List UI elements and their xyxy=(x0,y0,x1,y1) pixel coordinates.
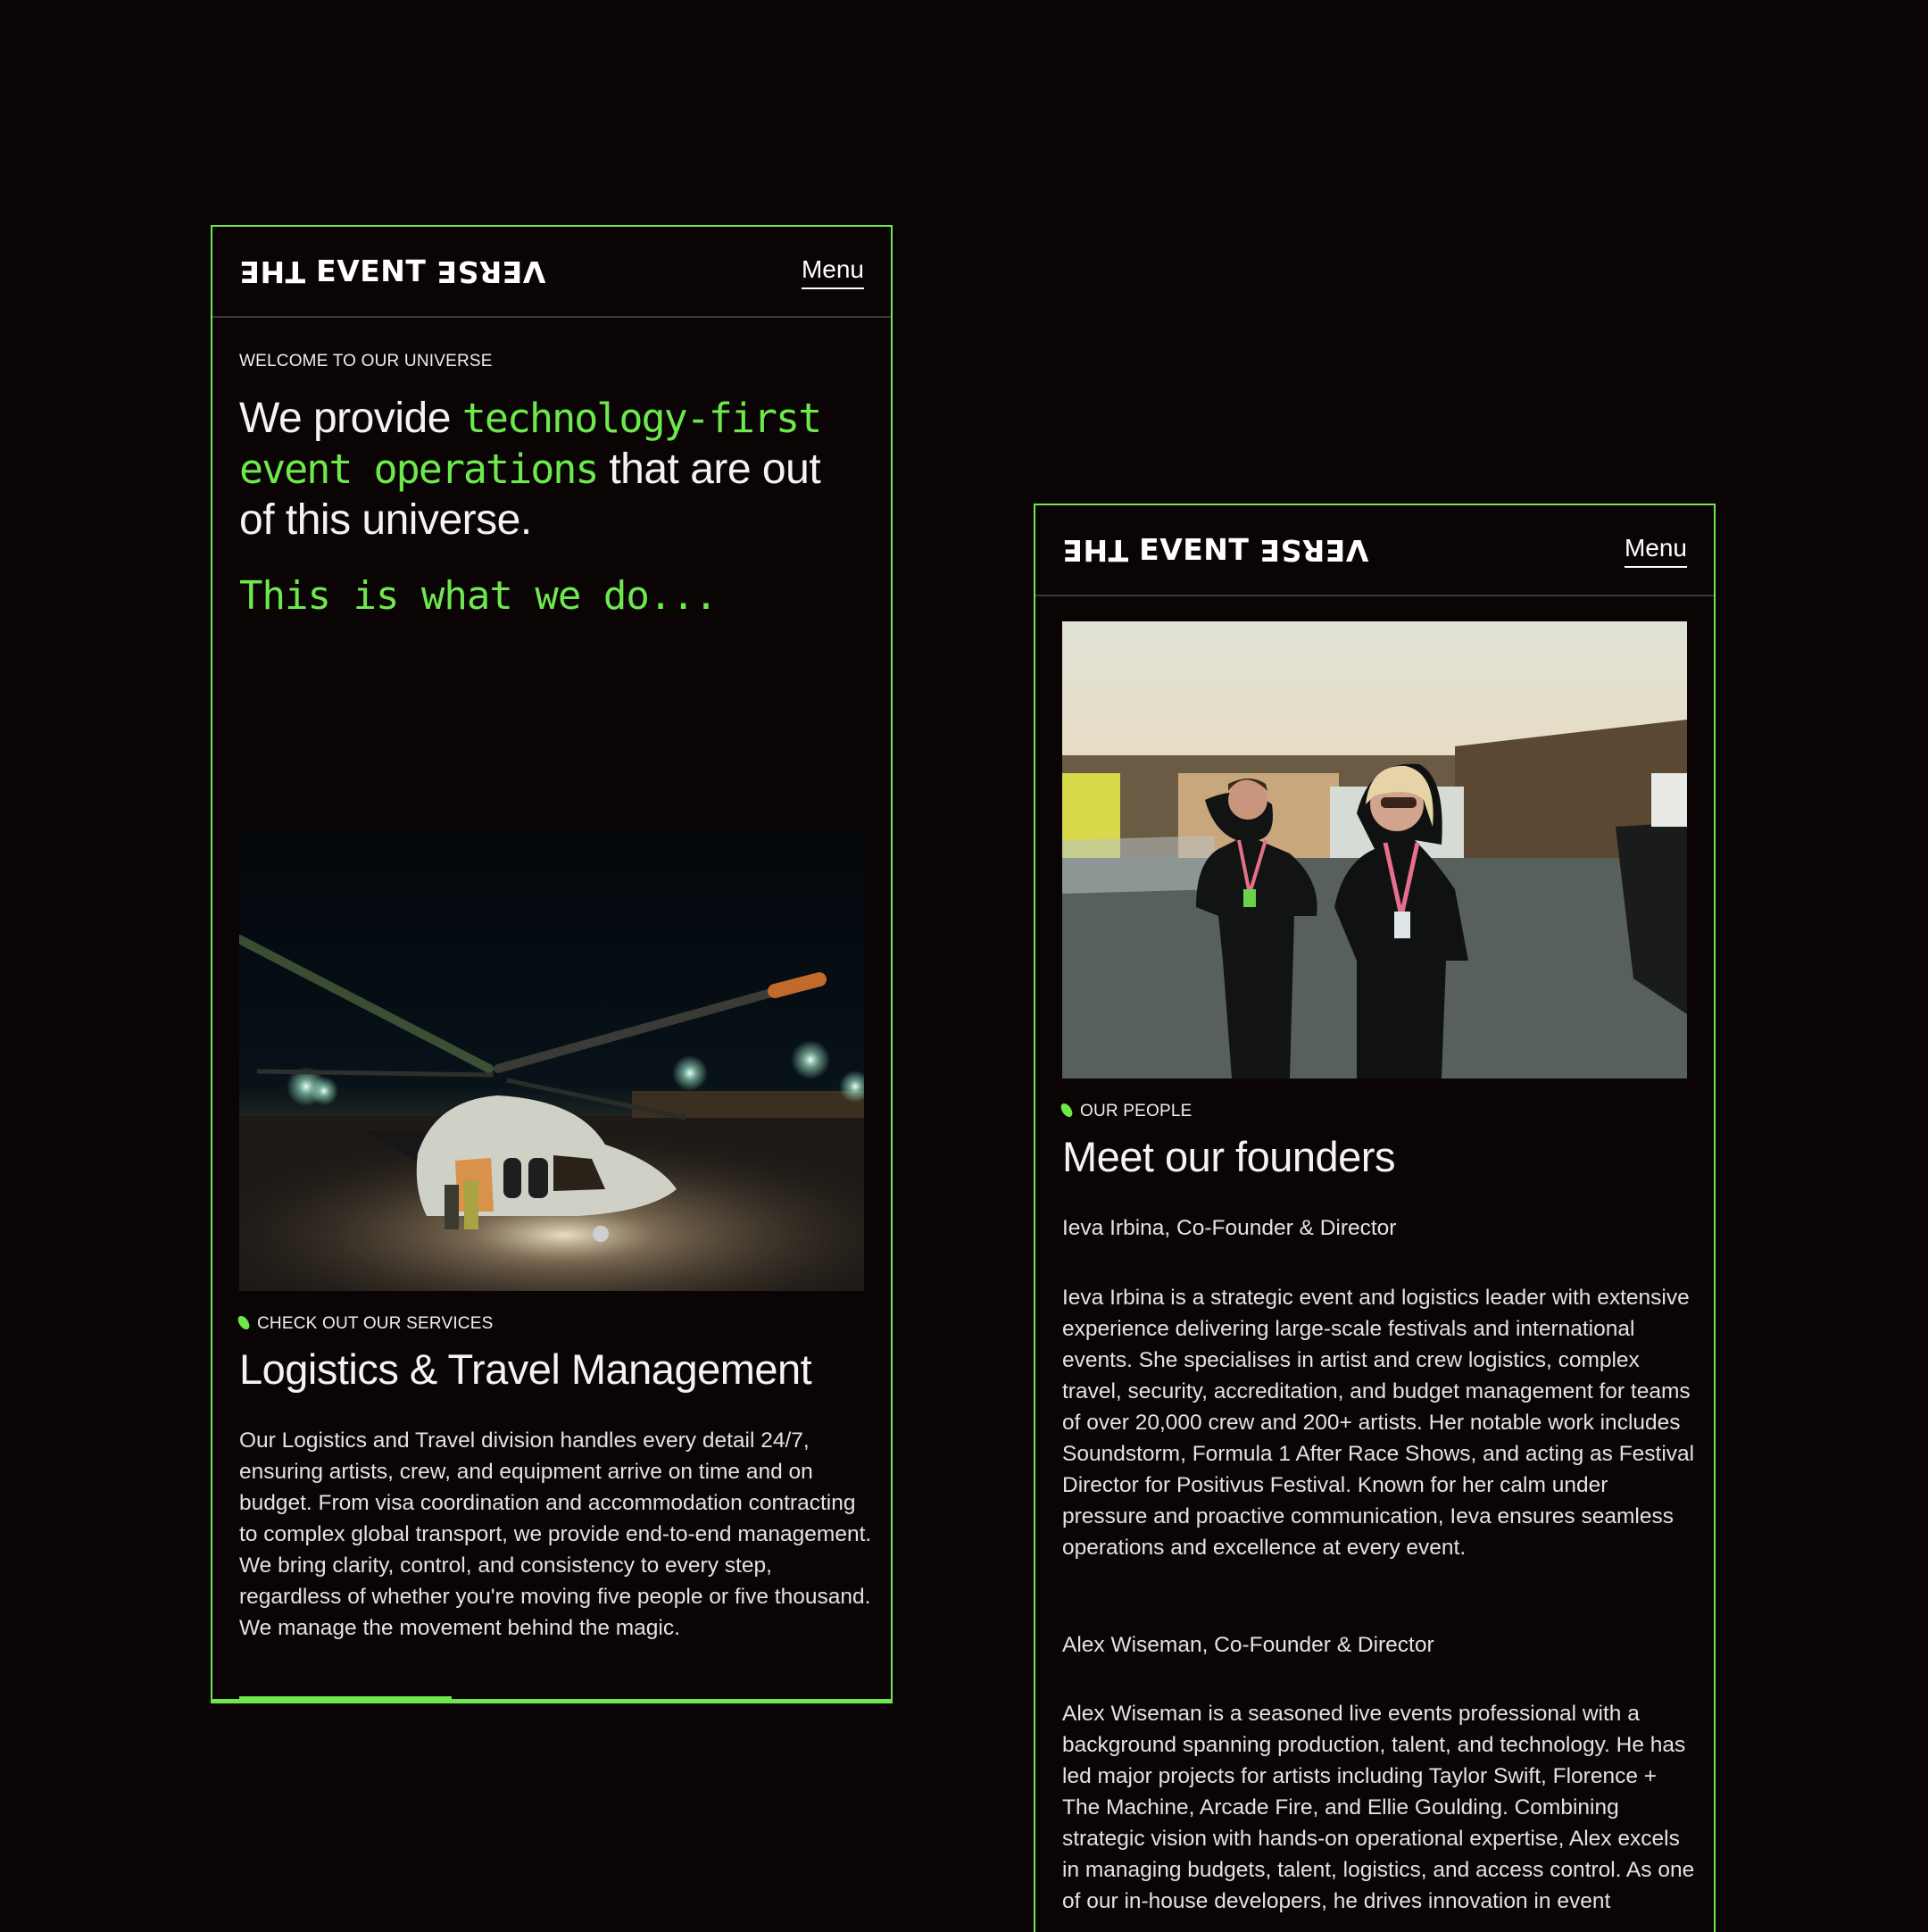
helicopter-photo xyxy=(239,832,864,1291)
menu-button[interactable]: Menu xyxy=(1625,534,1687,568)
hero-highlight: technology-first event operations xyxy=(239,395,821,493)
hero-text-2: that are out of this universe. xyxy=(239,446,821,544)
services-title: Logistics & Travel Management xyxy=(239,1345,812,1393)
logo[interactable] xyxy=(239,254,546,289)
logo-word-verse: VERSE xyxy=(1259,533,1369,568)
founder-name: Alex Wiseman, Co-Founder & Director xyxy=(1062,1633,1434,1657)
logo[interactable] xyxy=(1062,532,1369,568)
leaf-bullet-icon xyxy=(236,1314,252,1332)
services-description: Our Logistics and Travel division handles every detail 24/7, ensuring artists, crew, and equipment arrive on time and on budget. From visa coordination and accommodation contracting to complex global transport, we provide end-to-end management. We bring clarity, control, and consistency to every step, regardless of whether you're moving five people or five thousand. We manage the movement behind the magic. xyxy=(239,1428,872,1640)
welcome-eyebrow: WELCOME TO OUR UNIVERSE xyxy=(239,352,493,371)
carousel-progress-indicator[interactable] xyxy=(239,1696,452,1702)
site-header xyxy=(1035,505,1714,596)
founder-bio: Ieva Irbina is a strategic event and logistics leader with extensive experience delivering large-scale festivals and international events. She specialises in artist and crew logistics, complex travel, security, accreditation, and budget management for teams of over 20,000 crew and 200+ artists. Her notable work includes Soundstorm, Formula 1 After Race Shows, and acting as Festival Director for Positivus Festival. Known for her calm under pressure and proactive communication, Ieva ensures seamless operations and excellence at every event. xyxy=(1062,1286,1695,1560)
people-eyebrow xyxy=(1062,1102,1193,1121)
services-eyebrow xyxy=(239,1314,493,1334)
mobile-screen-founders xyxy=(1034,504,1716,1932)
people-eyebrow-label: OUR PEOPLE xyxy=(1080,1102,1193,1120)
logo-word-event: EVENT xyxy=(1139,532,1250,567)
founders-photo xyxy=(1062,621,1687,1078)
logo-word-the: THE xyxy=(239,254,306,289)
founder-name: Ieva Irbina, Co-Founder & Director xyxy=(1062,1216,1397,1240)
tagline: This is what we do... xyxy=(239,573,718,619)
founders-title: Meet our founders xyxy=(1062,1133,1395,1180)
logo-word-event: EVENT xyxy=(316,254,427,288)
menu-button[interactable]: Menu xyxy=(802,255,864,289)
leaf-bullet-icon xyxy=(1059,1102,1075,1120)
services-eyebrow-label: CHECK OUT OUR SERVICES xyxy=(257,1314,494,1333)
site-header xyxy=(212,227,891,318)
hero-heading xyxy=(239,393,864,545)
logo-word-verse: VERSE xyxy=(436,254,546,289)
founder-bio: Alex Wiseman is a seasoned live events professional with a background spanning production, talent, and technology. He has led major projects for artists including Taylor Swift, Florence + The Machine, Arcade Fire, and Ellie Goulding. Combining strategic vision with hands-on operational expertise, Alex excels in managing budgets, talent, logistics, and access control. As one of our in-house developers, he drives innovation in event xyxy=(1062,1702,1695,1913)
logo-word-the: THE xyxy=(1062,533,1129,568)
mobile-screen-services xyxy=(211,225,893,1703)
hero-text-1: We provide xyxy=(239,395,462,442)
